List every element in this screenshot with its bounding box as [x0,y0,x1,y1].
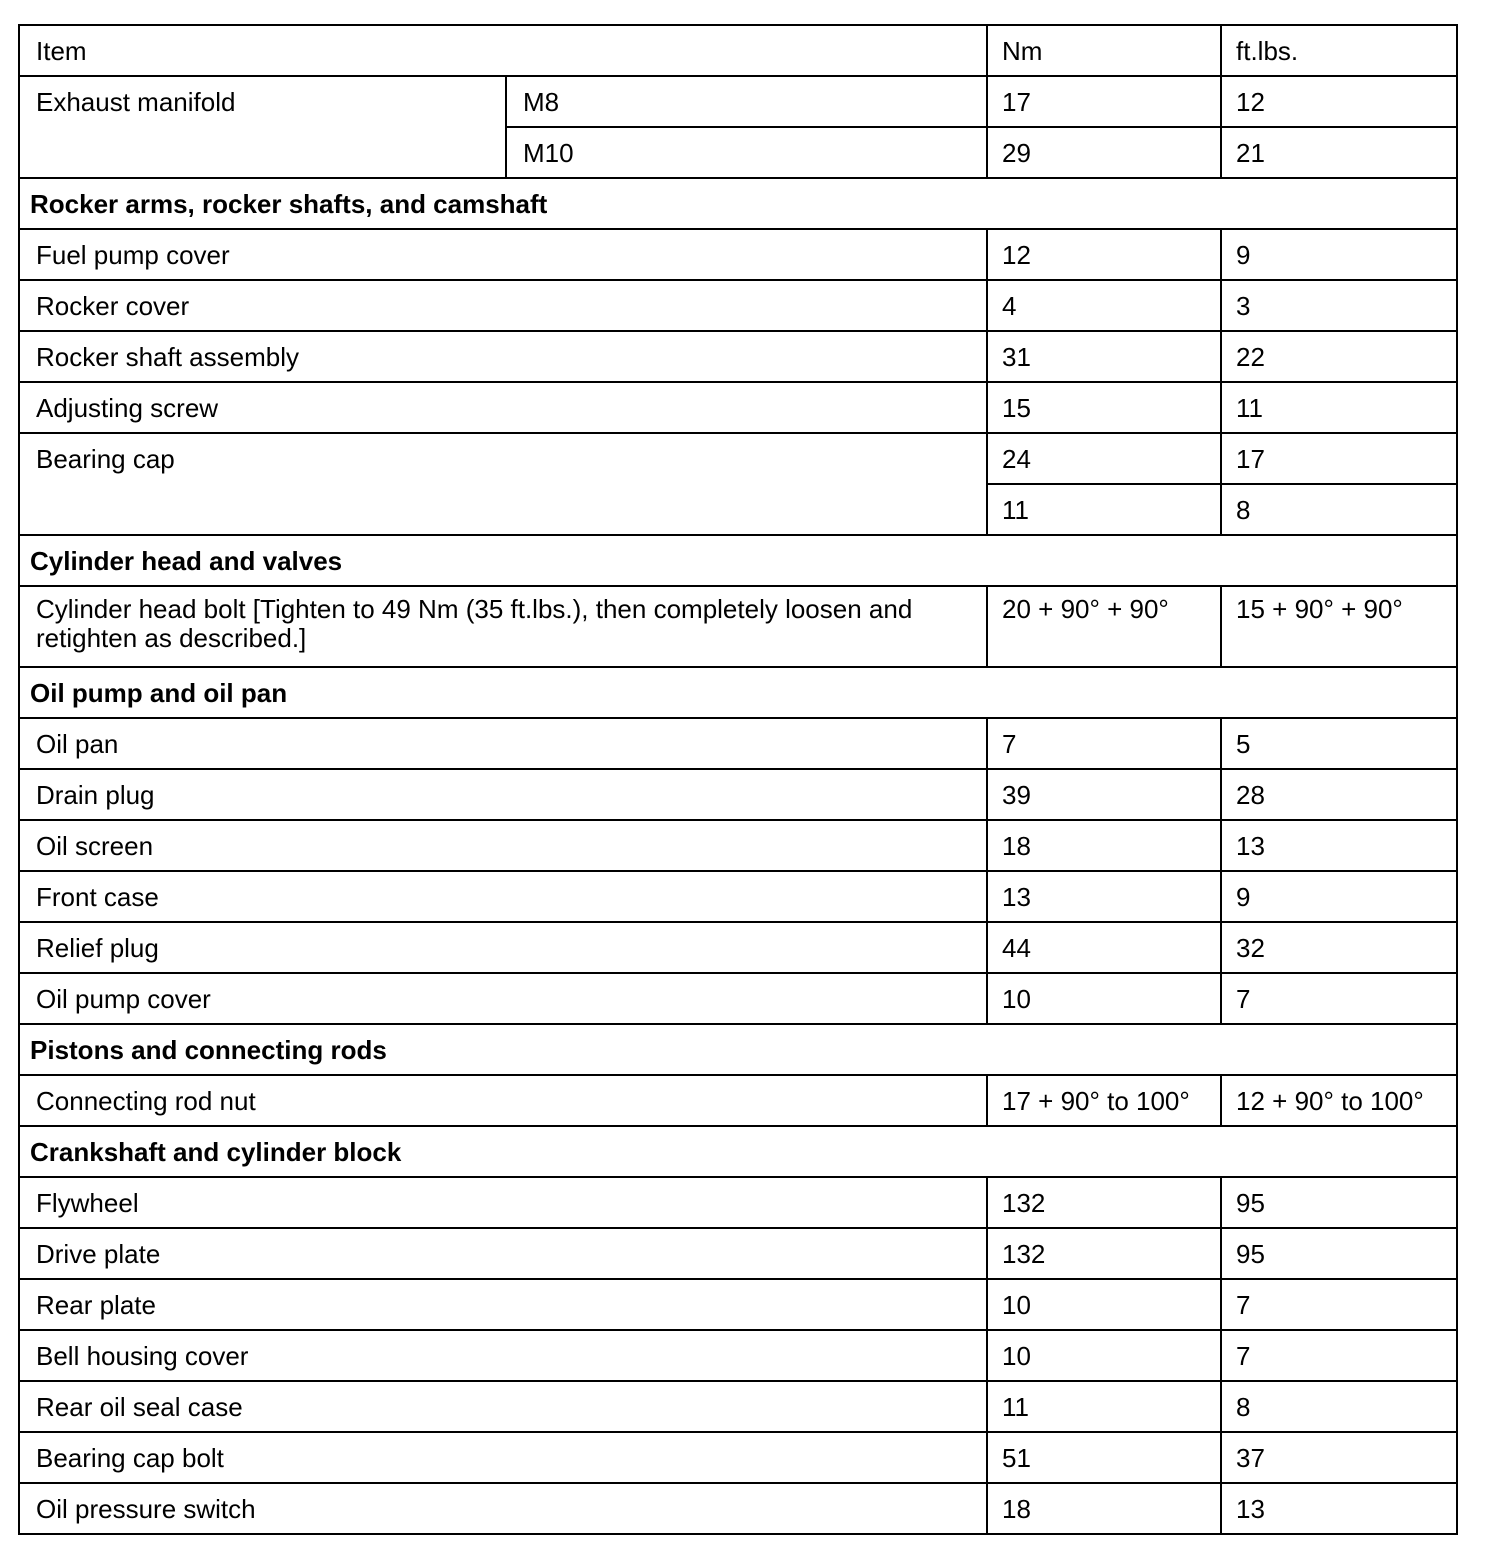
table-row [19,1381,1457,1432]
ftlbs-value: 11 [1221,382,1457,433]
exhaust-size: M8 [506,76,987,127]
ftlbs-value: 95 [1221,1228,1457,1279]
nm-value: 10 [987,1279,1221,1330]
table-row [19,1330,1457,1381]
nm-value: 4 [987,280,1221,331]
table-row [19,280,1457,331]
nm-value: 51 [987,1432,1221,1483]
nm-value: 44 [987,922,1221,973]
nm-value: 29 [987,127,1221,178]
section-row [19,1126,1457,1177]
nm-value: 132 [987,1177,1221,1228]
ftlbs-value: 12 [1221,76,1457,127]
ftlbs-value: 21 [1221,127,1457,178]
nm-value: 10 [987,973,1221,1024]
item-label: Oil pressure switch [19,1483,987,1534]
bearing-cap-label: Bearing cap [19,433,987,535]
item-label: Rocker cover [19,280,987,331]
table-row [19,820,1457,871]
header-item: Item [19,25,987,76]
header-ftlbs: ft.lbs. [1221,25,1457,76]
item-label: Drive plate [19,1228,987,1279]
ftlbs-value: 9 [1221,871,1457,922]
section-row [19,535,1457,586]
exhaust-size: M10 [506,127,987,178]
nm-value: 132 [987,1228,1221,1279]
ftlbs-value: 12 + 90° to 100° [1221,1075,1457,1126]
exhaust-manifold-label: Exhaust manifold [19,76,506,178]
table-row [19,718,1457,769]
header-row [19,25,1457,76]
nm-value: 24 [987,433,1221,484]
nm-value: 17 [987,76,1221,127]
item-label: Cylinder head bolt [Tighten to 49 Nm (35 ft.lbs.), then completely loosen and retighten as described.] [19,586,987,667]
ftlbs-value: 13 [1221,1483,1457,1534]
ftlbs-value: 37 [1221,1432,1457,1483]
section-title-cylinder: Cylinder head and valves [19,535,1457,586]
ftlbs-value: 28 [1221,769,1457,820]
table-row [19,1432,1457,1483]
table-row [19,1483,1457,1534]
nm-value: 31 [987,331,1221,382]
table-row [19,382,1457,433]
ftlbs-value: 95 [1221,1177,1457,1228]
table-row [19,1177,1457,1228]
table-row [19,922,1457,973]
table-row [19,1075,1457,1126]
ftlbs-value: 7 [1221,1330,1457,1381]
section-row [19,1024,1457,1075]
nm-value: 10 [987,1330,1221,1381]
nm-value: 7 [987,718,1221,769]
ftlbs-value: 22 [1221,331,1457,382]
item-label: Bell housing cover [19,1330,987,1381]
table-row [19,1228,1457,1279]
table-row [19,433,1457,484]
table-row [19,871,1457,922]
nm-value: 12 [987,229,1221,280]
nm-value: 11 [987,1381,1221,1432]
table-row [19,229,1457,280]
ftlbs-value: 8 [1221,484,1457,535]
item-label: Drain plug [19,769,987,820]
item-label: Adjusting screw [19,382,987,433]
section-title-oil: Oil pump and oil pan [19,667,1457,718]
ftlbs-value: 17 [1221,433,1457,484]
section-title-rocker: Rocker arms, rocker shafts, and camshaft [19,178,1457,229]
item-label: Oil screen [19,820,987,871]
nm-value: 20 + 90° + 90° [987,586,1221,667]
ftlbs-value: 13 [1221,820,1457,871]
item-label: Relief plug [19,922,987,973]
item-label: Bearing cap bolt [19,1432,987,1483]
section-title-pistons: Pistons and connecting rods [19,1024,1457,1075]
item-label: Rear plate [19,1279,987,1330]
ftlbs-value: 7 [1221,1279,1457,1330]
item-label: Oil pan [19,718,987,769]
ftlbs-value: 15 + 90° + 90° [1221,586,1457,667]
table-row [19,331,1457,382]
nm-value: 39 [987,769,1221,820]
item-label: Fuel pump cover [19,229,987,280]
ftlbs-value: 5 [1221,718,1457,769]
nm-value: 15 [987,382,1221,433]
item-label: Flywheel [19,1177,987,1228]
nm-value: 13 [987,871,1221,922]
ftlbs-value: 8 [1221,1381,1457,1432]
item-label: Connecting rod nut [19,1075,987,1126]
table-row [19,973,1457,1024]
nm-value: 18 [987,1483,1221,1534]
table-row [19,76,1457,127]
item-label: Rear oil seal case [19,1381,987,1432]
table-row [19,586,1457,667]
ftlbs-value: 7 [1221,973,1457,1024]
ftlbs-value: 9 [1221,229,1457,280]
section-title-crankshaft: Crankshaft and cylinder block [19,1126,1457,1177]
ftlbs-value: 32 [1221,922,1457,973]
nm-value: 17 + 90° to 100° [987,1075,1221,1126]
item-label: Oil pump cover [19,973,987,1024]
header-nm: Nm [987,25,1221,76]
nm-value: 11 [987,484,1221,535]
table-row [19,1279,1457,1330]
section-row [19,178,1457,229]
item-label: Front case [19,871,987,922]
nm-value: 18 [987,820,1221,871]
section-row [19,667,1457,718]
table-row [19,769,1457,820]
ftlbs-value: 3 [1221,280,1457,331]
item-label: Rocker shaft assembly [19,331,987,382]
torque-spec-table [18,24,1458,1535]
